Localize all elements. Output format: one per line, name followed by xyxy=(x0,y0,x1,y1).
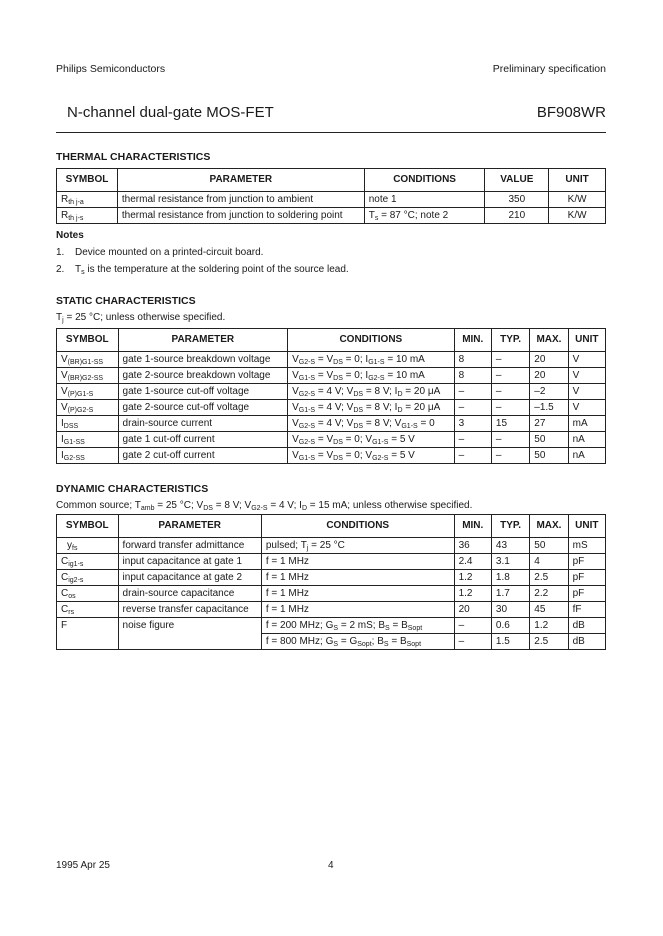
typ-cell: – xyxy=(491,384,529,400)
min-cell: – xyxy=(454,432,491,448)
unit-cell: pF xyxy=(568,570,605,586)
table-row xyxy=(57,352,606,368)
unit-cell: mA xyxy=(568,416,605,432)
unit-cell: mS xyxy=(568,538,605,554)
parameter-cell: drain-source capacitance xyxy=(118,586,261,602)
static-conditions: $T_j = 25$ °C; unless otherwise specified. xyxy=(56,312,226,324)
symbol-cell: $I_{G2-SS}$ xyxy=(57,448,119,464)
max-cell: –2 xyxy=(530,384,568,400)
unit-cell: nA xyxy=(568,432,605,448)
header-divider xyxy=(56,132,606,133)
col-unit: UNIT xyxy=(568,515,605,538)
unit-cell: V xyxy=(568,400,605,416)
conditions-cell: $V_{G2-S} = V_{DS} = 0$; $V_{G1-S} = 5$ V xyxy=(288,432,455,448)
table-row xyxy=(57,554,606,570)
conditions-cell: f = 200 MHz; $G_S = 2$ mS; $B_S = B_{Sopt}$ xyxy=(261,618,454,634)
max-cell: –1.5 xyxy=(530,400,568,416)
unit-cell: fF xyxy=(568,602,605,618)
col-conditions: CONDITIONS xyxy=(261,515,454,538)
conditions-cell: $V_{G2-S} = 4$ V; $V_{DS} = 8$ V; $V_{G1-S} = 0$ xyxy=(288,416,455,432)
parameter-cell: forward transfer admittance xyxy=(118,538,261,554)
symbol-cell: $V_{(BR)G1-SS}$ xyxy=(57,352,119,368)
min-cell: 8 xyxy=(454,352,491,368)
note-1-number: 1. xyxy=(56,247,65,258)
col-unit: UNIT xyxy=(568,329,605,352)
symbol-cell: $C_{ig2-s}$ xyxy=(57,570,119,586)
dynamic-table xyxy=(56,514,606,650)
col-conditions: CONDITIONS xyxy=(364,169,485,192)
col-parameter: PARAMETER xyxy=(118,329,288,352)
device-title: N-channel dual-gate MOS-FET xyxy=(67,104,274,121)
typ-cell: – xyxy=(491,448,529,464)
parameter-cell: reverse transfer capacitance xyxy=(118,602,261,618)
parameter-cell: gate 1-source cut-off voltage xyxy=(118,384,288,400)
conditions-cell: $V_{G1-S} = V_{DS} = 0$; $I_{G2-S} = 10$ mA xyxy=(288,368,455,384)
typ-cell: 0.6 xyxy=(491,618,529,634)
table-row xyxy=(57,432,606,448)
table-row xyxy=(57,618,606,634)
parameter-cell: noise figure xyxy=(118,618,261,650)
typ-cell: – xyxy=(491,400,529,416)
conditions-cell: f = 1 MHz xyxy=(261,602,454,618)
col-typ: TYP. xyxy=(491,515,529,538)
table-row xyxy=(57,602,606,618)
parameter-cell: thermal resistance from junction to ambient xyxy=(117,192,364,208)
table-row xyxy=(57,208,606,224)
min-cell: 1.2 xyxy=(454,570,491,586)
static-table xyxy=(56,328,606,464)
conditions-cell: $T_s = 87$ °C; note 2 xyxy=(364,208,485,224)
min-cell: – xyxy=(454,400,491,416)
conditions-cell: note 1 xyxy=(364,192,485,208)
part-number: BF908WR xyxy=(536,104,606,121)
parameter-cell: input capacitance at gate 2 xyxy=(118,570,261,586)
col-parameter: PARAMETER xyxy=(117,169,364,192)
col-max: MAX. xyxy=(530,329,568,352)
min-cell: 2.4 xyxy=(454,554,491,570)
symbol-cell: $R_{th j-a}$ xyxy=(57,192,118,208)
parameter-cell: input capacitance at gate 1 xyxy=(118,554,261,570)
table-row xyxy=(57,538,606,554)
footer-date: 1995 Apr 25 xyxy=(56,860,110,871)
note-2: $T_s$ is the temperature at the soldering point of the source lead. xyxy=(75,264,349,276)
typ-cell: – xyxy=(491,432,529,448)
parameter-cell: thermal resistance from junction to soldering point xyxy=(117,208,364,224)
symbol-cell: $I_{DSS}$ xyxy=(57,416,119,432)
typ-cell: – xyxy=(491,368,529,384)
parameter-cell: gate 2-source cut-off voltage xyxy=(118,400,288,416)
col-symbol: SYMBOL xyxy=(57,515,119,538)
unit-cell: dB xyxy=(568,618,605,634)
typ-cell: 3.1 xyxy=(491,554,529,570)
value-cell: 350 xyxy=(485,192,549,208)
parameter-cell: gate 1 cut-off current xyxy=(118,432,288,448)
symbol-cell: $C_{rs}$ xyxy=(57,602,119,618)
min-cell: – xyxy=(454,634,491,650)
conditions-cell: pulsed; $T_j = 25$ °C xyxy=(261,538,454,554)
min-cell: 1.2 xyxy=(454,586,491,602)
symbol-cell: $V_{(P)G1-S}$ xyxy=(57,384,119,400)
unit-cell: pF xyxy=(568,554,605,570)
company-name: Philips Semiconductors xyxy=(56,63,166,75)
table-row xyxy=(57,400,606,416)
min-cell: 3 xyxy=(454,416,491,432)
symbol-cell: $C_{ig1-s}$ xyxy=(57,554,119,570)
max-cell: 50 xyxy=(530,448,568,464)
thermal-table xyxy=(56,168,606,224)
col-symbol: SYMBOL xyxy=(57,169,118,192)
table-row xyxy=(57,570,606,586)
dynamic-conditions: Common source; $T_{amb} = 25$ °C; $V_{DS} = 8$ V; $V_{G2-S} = 4$ V; $I_D = 15$ mA; unless otherwise specified. xyxy=(56,500,473,512)
dynamic-header-row xyxy=(57,515,606,538)
table-row xyxy=(57,586,606,602)
max-cell: 27 xyxy=(530,416,568,432)
unit-cell: V xyxy=(568,384,605,400)
symbol-cell: $V_{(P)G2-S}$ xyxy=(57,400,119,416)
typ-cell: 43 xyxy=(491,538,529,554)
table-row xyxy=(57,384,606,400)
col-symbol: SYMBOL xyxy=(57,329,119,352)
max-cell: 50 xyxy=(530,432,568,448)
unit-cell: nA xyxy=(568,448,605,464)
symbol-cell: $R_{th j-s}$ xyxy=(57,208,118,224)
parameter-cell: gate 1-source breakdown voltage xyxy=(118,352,288,368)
max-cell: 20 xyxy=(530,352,568,368)
conditions-cell: f = 1 MHz xyxy=(261,554,454,570)
max-cell: 2.2 xyxy=(530,586,568,602)
unit-cell: V xyxy=(568,352,605,368)
col-value: VALUE xyxy=(485,169,549,192)
typ-cell: 1.7 xyxy=(491,586,529,602)
min-cell: 36 xyxy=(454,538,491,554)
col-parameter: PARAMETER xyxy=(118,515,261,538)
typ-cell: – xyxy=(491,352,529,368)
col-max: MAX. xyxy=(530,515,568,538)
table-row xyxy=(57,368,606,384)
spec-type: Preliminary specification xyxy=(492,63,606,75)
thermal-title: THERMAL CHARACTERISTICS xyxy=(56,151,211,163)
dynamic-title: DYNAMIC CHARACTERISTICS xyxy=(56,483,209,495)
unit-cell: K/W xyxy=(549,208,606,224)
min-cell: – xyxy=(454,618,491,634)
col-min: MIN. xyxy=(454,329,491,352)
conditions-cell: f = 800 MHz; $G_S = G_{Sopt}$; $B_S = B_{Sopt}$ xyxy=(261,634,454,650)
max-cell: 1.2 xyxy=(530,618,568,634)
symbol-cell: $y_{fs}$ xyxy=(57,538,119,554)
typ-cell: 1.8 xyxy=(491,570,529,586)
min-cell: – xyxy=(454,448,491,464)
conditions-cell: f = 1 MHz xyxy=(261,586,454,602)
conditions-cell: $V_{G2-S} = V_{DS} = 0$; $I_{G1-S} = 10$ mA xyxy=(288,352,455,368)
unit-cell: dB xyxy=(568,634,605,650)
note-2-number: 2. xyxy=(56,264,65,275)
symbol-cell: $C_{os}$ xyxy=(57,586,119,602)
value-cell: 210 xyxy=(485,208,549,224)
min-cell: 20 xyxy=(454,602,491,618)
col-min: MIN. xyxy=(454,515,491,538)
unit-cell: pF xyxy=(568,586,605,602)
symbol-cell: F xyxy=(57,618,119,650)
min-cell: – xyxy=(454,384,491,400)
symbol-cell: $V_{(BR)G2-SS}$ xyxy=(57,368,119,384)
conditions-cell: $V_{G1-S} = V_{DS} = 0$; $V_{G2-S} = 5$ V xyxy=(288,448,455,464)
conditions-cell: $V_{G1-S} = 4$ V; $V_{DS} = 8$ V; $I_D = 20$ μA xyxy=(288,400,455,416)
unit-cell: K/W xyxy=(549,192,606,208)
typ-cell: 1.5 xyxy=(491,634,529,650)
max-cell: 20 xyxy=(530,368,568,384)
parameter-cell: drain-source current xyxy=(118,416,288,432)
max-cell: 2.5 xyxy=(530,570,568,586)
col-conditions: CONDITIONS xyxy=(288,329,455,352)
max-cell: 50 xyxy=(530,538,568,554)
parameter-cell: gate 2-source breakdown voltage xyxy=(118,368,288,384)
parameter-cell: gate 2 cut-off current xyxy=(118,448,288,464)
unit-cell: V xyxy=(568,368,605,384)
page-number: 4 xyxy=(328,860,334,871)
col-typ: TYP. xyxy=(491,329,529,352)
table-row xyxy=(57,192,606,208)
static-title: STATIC CHARACTERISTICS xyxy=(56,295,196,307)
symbol-cell: $I_{G1-SS}$ xyxy=(57,432,119,448)
table-row xyxy=(57,416,606,432)
min-cell: 8 xyxy=(454,368,491,384)
max-cell: 45 xyxy=(530,602,568,618)
table-row xyxy=(57,448,606,464)
static-header-row xyxy=(57,329,606,352)
note-1: Device mounted on a printed-circuit board. xyxy=(75,247,264,258)
thermal-header-row xyxy=(57,169,606,192)
conditions-cell: f = 1 MHz xyxy=(261,570,454,586)
typ-cell: 30 xyxy=(491,602,529,618)
max-cell: 4 xyxy=(530,554,568,570)
notes-title: Notes xyxy=(56,230,84,241)
conditions-cell: $V_{G2-S} = 4$ V; $V_{DS} = 8$ V; $I_D = 20$ μA xyxy=(288,384,455,400)
typ-cell: 15 xyxy=(491,416,529,432)
col-unit: UNIT xyxy=(549,169,606,192)
max-cell: 2.5 xyxy=(530,634,568,650)
